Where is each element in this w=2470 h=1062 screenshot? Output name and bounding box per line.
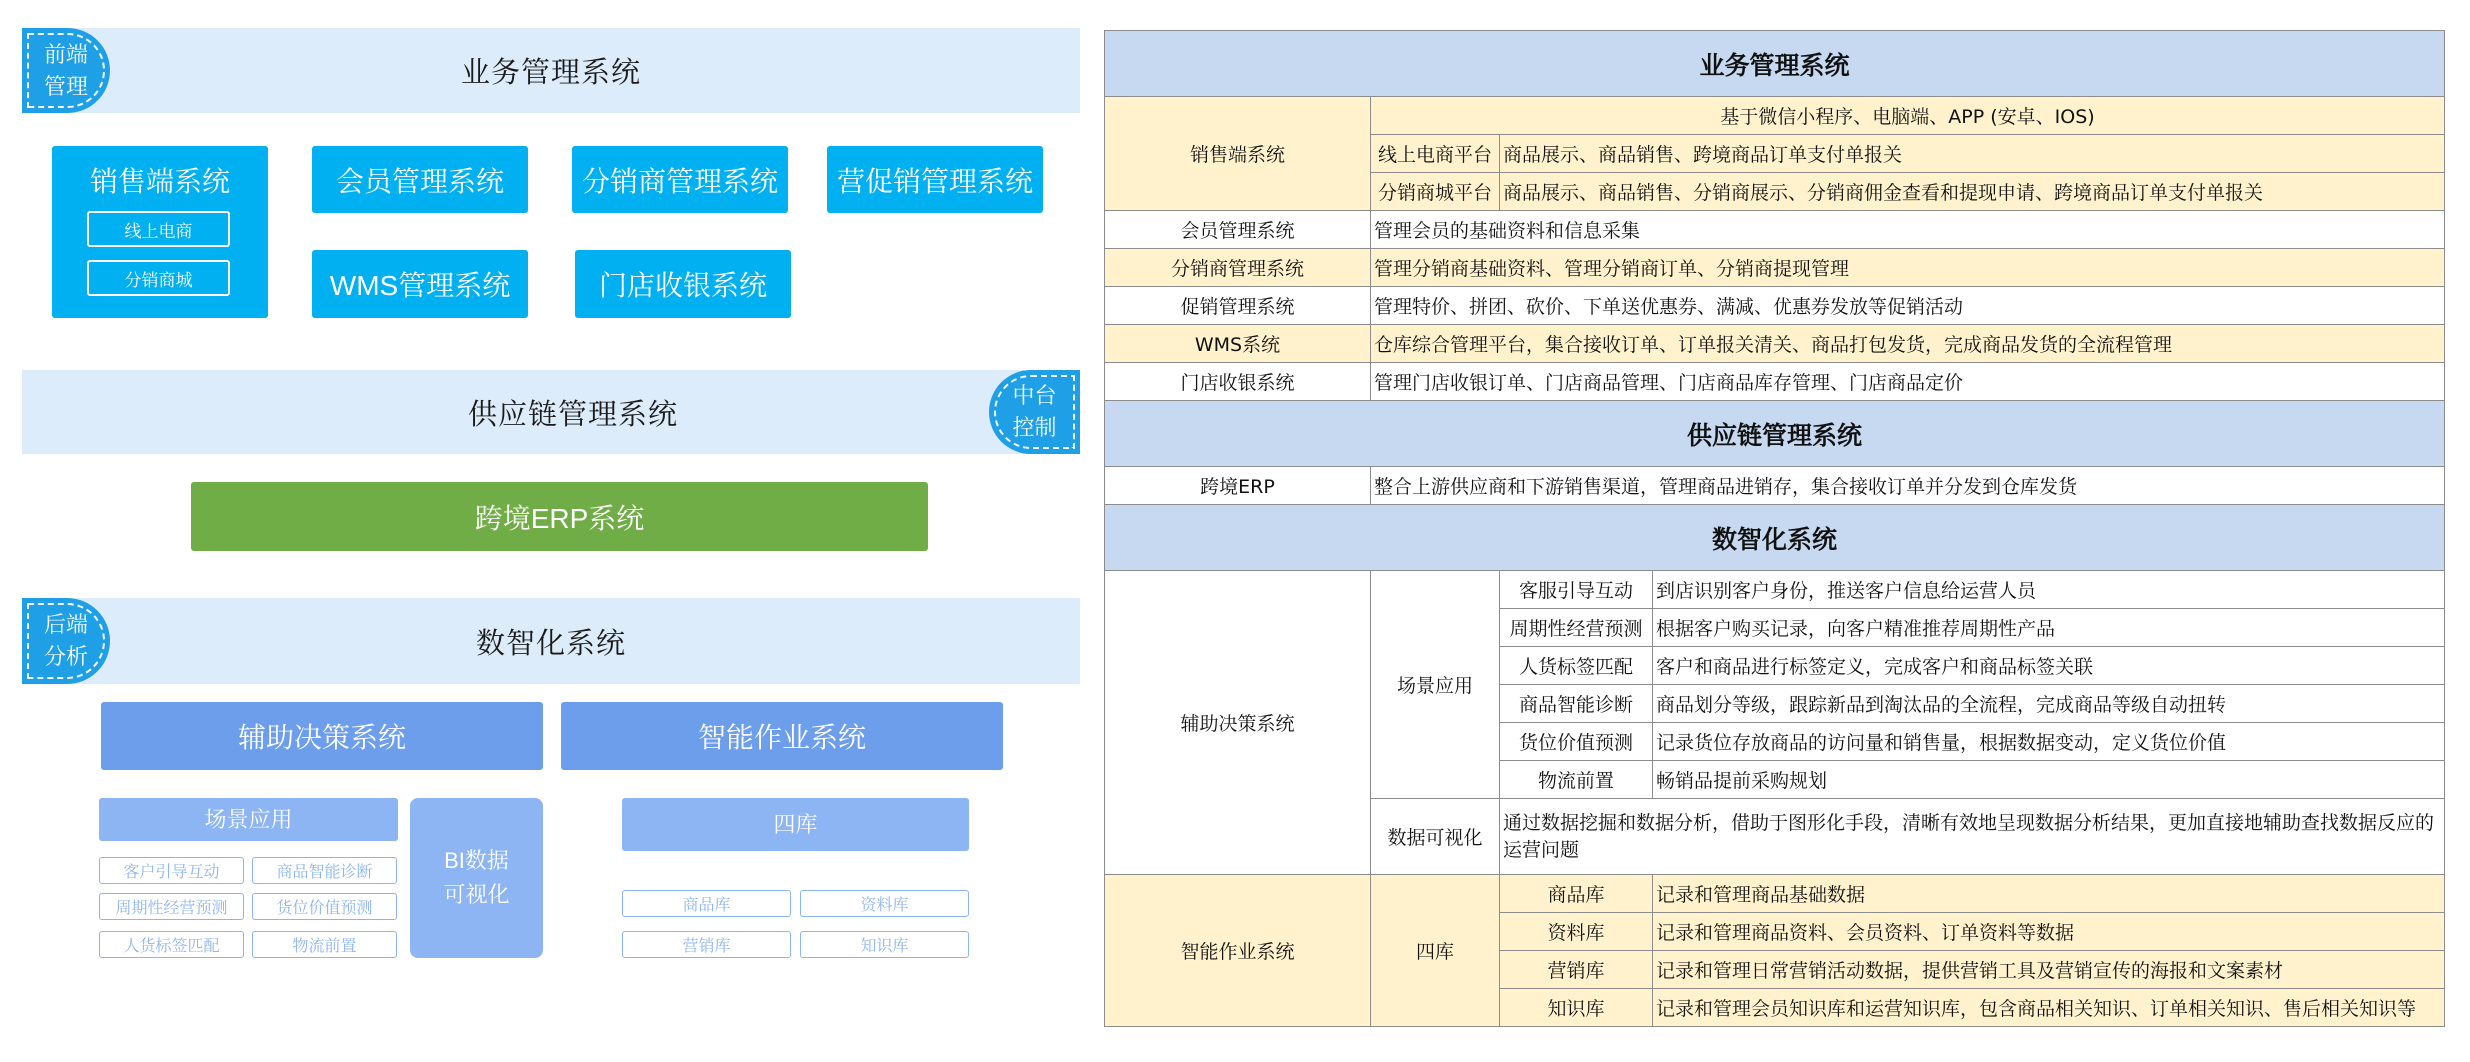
table-cell-desc: 记录和管理商品基础数据 (1653, 875, 2445, 913)
table-cell-scene-name: 客服引导互动 (1500, 571, 1653, 609)
bi-visualization-box (410, 798, 543, 958)
badge-dashed-frame (27, 33, 105, 108)
scene-item: 周期性经营预测 (99, 893, 244, 920)
table-cell-desc: 到店识别客户身份，推送客户信息给运营人员 (1653, 571, 2445, 609)
library-item: 商品库 (622, 890, 791, 917)
table-row (1105, 571, 2445, 609)
scene-item: 货位价值预测 (252, 893, 397, 920)
scene-application-box: 场景应用 (99, 798, 398, 841)
table-cell-desc: 记录和管理会员知识库和运营知识库，包含商品相关知识、订单相关知识、售后相关知识等 (1653, 989, 2445, 1027)
promotion-system-box: 营促销管理系统 (827, 146, 1043, 213)
table-row (1105, 363, 2445, 401)
table-cell-desc: 商品展示、商品销售、跨境商品订单支付单报关 (1500, 135, 2445, 173)
badge-line-1: 中台 (1012, 383, 1057, 408)
table-cell-library-name: 知识库 (1500, 989, 1653, 1027)
table-cell-library-name: 营销库 (1500, 951, 1653, 989)
four-libraries-box: 四库 (622, 798, 969, 851)
table-cell-four-libraries: 四库 (1371, 875, 1500, 1027)
table-cell-desc: 管理会员的基础资料和信息采集 (1371, 211, 2445, 249)
badge-line-1: 后端 (43, 612, 88, 637)
table-header-business: 业务管理系统 (1105, 31, 2445, 97)
table-cell-scene-name: 物流前置 (1500, 761, 1653, 799)
digital-system-band (22, 598, 1080, 684)
supply-chain-band (22, 370, 1080, 454)
table-cell-desc: 仓库综合管理平台，集合接收订单、订单报关清关、商品打包发货，完成商品发货的全流程管理 (1371, 325, 2445, 363)
scene-item: 人货标签匹配 (99, 931, 244, 958)
supply-chain-title: 供应链管理系统 (467, 398, 678, 431)
wms-system-box: WMS管理系统 (312, 250, 528, 318)
table-cell-operation-system: 智能作业系统 (1105, 875, 1371, 1027)
badge-line-1: 前端 (43, 41, 88, 67)
sales-system-title: 销售端系统 (89, 166, 230, 197)
library-item: 知识库 (800, 931, 969, 958)
table-cell-desc: 客户和商品进行标签定义，完成客户和商品标签关联 (1653, 647, 2445, 685)
bi-line-1: BI数据 (444, 848, 509, 873)
badge-dashed-frame (27, 603, 105, 679)
table-cell-library-name: 商品库 (1500, 875, 1653, 913)
backend-analysis-badge (22, 598, 110, 684)
table-cell-desc: 管理分销商基础资料、管理分销商订单、分销商提现管理 (1371, 249, 2445, 287)
table-cell-system-name: 分销商管理系统 (1105, 249, 1371, 287)
table-cell-scene-name: 商品智能诊断 (1500, 685, 1653, 723)
table-cell-desc: 商品展示、商品销售、分销商展示、分销商佣金查看和提现申请、跨境商品订单支付单报关 (1500, 173, 2445, 211)
table-header-supply-chain: 供应链管理系统 (1105, 401, 2445, 467)
table-cell-decision-system: 辅助决策系统 (1105, 571, 1371, 875)
badge-dashed-frame (994, 375, 1075, 449)
table-header-digital: 数智化系统 (1105, 505, 2445, 571)
cross-border-erp-box: 跨境ERP系统 (191, 482, 928, 551)
table-row (1105, 875, 2445, 913)
store-pos-system-box: 门店收银系统 (575, 250, 791, 318)
table-cell-scene-name: 周期性经营预测 (1500, 609, 1653, 647)
table-row (1105, 211, 2445, 249)
library-item: 营销库 (622, 931, 791, 958)
business-system-band (22, 28, 1080, 113)
table-cell-desc: 管理特价、拼团、砍价、下单送优惠券、满减、优惠券发放等促销活动 (1371, 287, 2445, 325)
table-cell-desc: 管理门店收银订单、门店商品管理、门店商品库存管理、门店商品定价 (1371, 363, 2445, 401)
table-cell-scene-name: 人货标签匹配 (1500, 647, 1653, 685)
badge-line-2: 分析 (43, 644, 88, 669)
badge-line-2: 管理 (43, 73, 88, 99)
table-cell-desc: 整合上游供应商和下游销售渠道，管理商品进销存，集合接收订单并分发到仓库发货 (1371, 467, 2445, 505)
decision-support-box: 辅助决策系统 (101, 702, 543, 770)
table-cell-scene-application: 场景应用 (1371, 571, 1500, 799)
scene-item: 客户引导互动 (99, 857, 244, 884)
frontend-management-badge (22, 28, 110, 113)
table-section-header-row (1105, 401, 2445, 467)
smart-operation-box: 智能作业系统 (561, 702, 1003, 770)
table-row (1105, 467, 2445, 505)
member-system-box: 会员管理系统 (312, 146, 528, 213)
table-row (1105, 97, 2445, 135)
table-row (1105, 325, 2445, 363)
table-cell-desc: 记录货位存放商品的访问量和销售量，根据数据变动，定义货位价值 (1653, 723, 2445, 761)
table-cell-desc: 通过数据挖掘和数据分析，借助于图形化手段，清晰有效地呈现数据分析结果，更加直接地辅助查找数据反应的运营问题 (1500, 799, 2445, 875)
table-cell-platform-name: 分销商城平台 (1371, 173, 1500, 211)
table-cell-desc: 根据客户购买记录，向客户精准推荐周期性产品 (1653, 609, 2445, 647)
table-cell-system-name: 跨境ERP (1105, 467, 1371, 505)
scene-item: 物流前置 (252, 931, 397, 958)
table-cell-system-name: 促销管理系统 (1105, 287, 1371, 325)
sales-system-box (52, 146, 268, 318)
table-cell-desc: 商品划分等级，跟踪新品到淘汰品的全流程，完成商品等级自动扭转 (1653, 685, 2445, 723)
table-cell-desc: 畅销品提前采购规划 (1653, 761, 2445, 799)
business-system-title: 业务管理系统 (460, 57, 641, 89)
table-cell-platform-name: 线上电商平台 (1371, 135, 1500, 173)
distributor-system-box: 分销商管理系统 (572, 146, 788, 213)
distribution-mall-sub-box: 分销商城 (87, 260, 230, 296)
table-row (1105, 287, 2445, 325)
table-section-header-row (1105, 31, 2445, 97)
scene-item: 商品智能诊断 (252, 857, 397, 884)
system-description-table (1104, 30, 2445, 1027)
middle-control-badge (989, 370, 1080, 454)
table-row (1105, 249, 2445, 287)
table-cell-data-visualization: 数据可视化 (1371, 799, 1500, 875)
table-cell-desc: 记录和管理日常营销活动数据，提供营销工具及营销宣传的海报和文案素材 (1653, 951, 2445, 989)
table-cell-system-name: WMS系统 (1105, 325, 1371, 363)
table-cell-sales-system: 销售端系统 (1105, 97, 1371, 211)
badge-line-2: 控制 (1012, 415, 1057, 440)
library-item: 资料库 (800, 890, 969, 917)
table-cell-scene-name: 货位价值预测 (1500, 723, 1653, 761)
table-cell-desc: 记录和管理商品资料、会员资料、订单资料等数据 (1653, 913, 2445, 951)
online-ecommerce-sub-box: 线上电商 (87, 211, 230, 247)
table-cell-library-name: 资料库 (1500, 913, 1653, 951)
table-cell-system-name: 会员管理系统 (1105, 211, 1371, 249)
digital-system-title: 数智化系统 (475, 627, 626, 660)
bi-line-2: 可视化 (443, 882, 510, 907)
table-cell-sales-base: 基于微信小程序、电脑端、APP (安卓、IOS) (1371, 97, 2445, 135)
table-section-header-row (1105, 505, 2445, 571)
table-cell-system-name: 门店收银系统 (1105, 363, 1371, 401)
